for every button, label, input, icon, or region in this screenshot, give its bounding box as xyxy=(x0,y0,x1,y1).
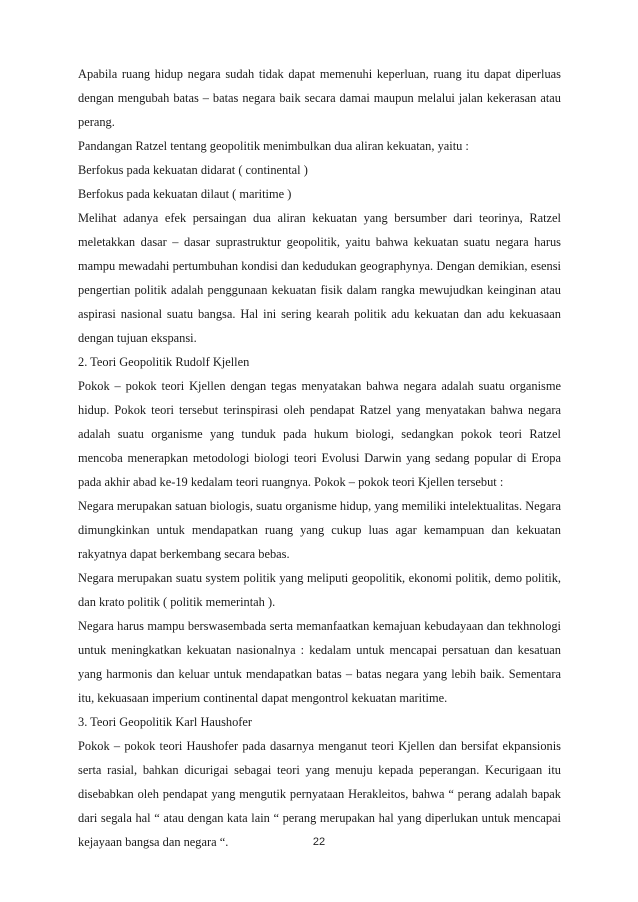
page-number: 22 xyxy=(312,836,326,848)
list-item-maritime: Berfokus pada kekuatan dilaut ( maritime ) xyxy=(78,187,292,201)
paragraph-ratzel-suprastructure: Melihat adanya efek persaingan dua aliran kekuatan yang bersumber dari teorinya, Ratzel meletakkan dasar – dasar suprastruktur geopolitik, yaitu bahwa kekuatan suatu negara harus mampu mewadahi pertumbuhan kondisi dan kedudukan geographynya. Dengan demikian, esensi pengertian politik adalah penggunaan kekuatan fisik dalam rangka mewujudkan keinginan atau aspirasi nasional suatu bangsa. Hal ini sering kearah politik adu kekuatan dan adu kekuasaan dengan tujuan ekspansi. xyxy=(78,211,561,345)
list-item-continental: Berfokus pada kekuatan didarat ( continental ) xyxy=(78,163,308,177)
list-item-political-system: Negara merupakan suatu system politik yang meliputi geopolitik, ekonomi politik, demo politik, dan krato politik ( politik memerintah ). xyxy=(78,571,561,609)
list-item-self-sufficiency: Negara harus mampu berswasembada serta memanfaatkan kemajuan kebudayaan dan tekhnologi untuk meningkatkan kekuatan nasionalnya : kedalam untuk mencapai persatuan dan kesatuan yang harmonis dan keluar untuk mendapatkan batas – batas negara yang lebih baik. Sementara itu, kekuasaan imperium continental dapat mengontrol kekuatan maritime. xyxy=(78,619,561,705)
paragraph-haushofer-theory: Pokok – pokok teori Haushofer pada dasarnya menganut teori Kjellen dan bersifat ekpansionis serta rasial, bahkan dicurigai sebagai teori yang menuju kepada peperangan. Kecurigaan itu disebabkan oleh pendapat yang mengutik pernyataan Herakleitos, bahwa “ perang adalah bapak dari segala hal “ atau dengan kata lain “ perang merupakan hal yang diperlukan untuk mencapai kejayaan bangsa dan negara “. xyxy=(78,739,561,849)
paragraph-ratzel-two-currents: Pandangan Ratzel tentang geopolitik menimbulkan dua aliran kekuatan, yaitu : xyxy=(78,139,469,153)
page-body xyxy=(78,62,561,854)
section-heading-haushofer: 3. Teori Geopolitik Karl Haushofer xyxy=(78,715,253,729)
list-item-biological-unit: Negara merupakan satuan biologis, suatu organisme hidup, yang memiliki intelektualitas. Negara dimungkinkan untuk mendapatkan ruang yang cukup luas agar kemampuan dan kekuatan rakyatnya dapat berkembang secara bebas. xyxy=(78,499,561,561)
section-heading-kjellen: 2. Teori Geopolitik Rudolf Kjellen xyxy=(78,355,250,369)
paragraph-expansion-intro: Apabila ruang hidup negara sudah tidak dapat memenuhi keperluan, ruang itu dapat diperluas dengan mengubah batas – batas negara baik secara damai maupun melalui jalan kekerasan atau perang. xyxy=(78,67,561,129)
paragraph-kjellen-organism: Pokok – pokok teori Kjellen dengan tegas menyatakan bahwa negara adalah suatu organisme hidup. Pokok teori tersebut terinspirasi oleh pendapat Ratzel yang menyatakan bahwa negara adalah suatu organisme yang tunduk pada hukum biologi, sedangkan pokok teori Ratzel mencoba menerapkan metodologi biologi teori Evolusi Darwin yang sedang popular di Eropa pada akhir abad ke-19 kedalam teori ruangnya. Pokok – pokok teori Kjellen tersebut : xyxy=(78,379,561,489)
